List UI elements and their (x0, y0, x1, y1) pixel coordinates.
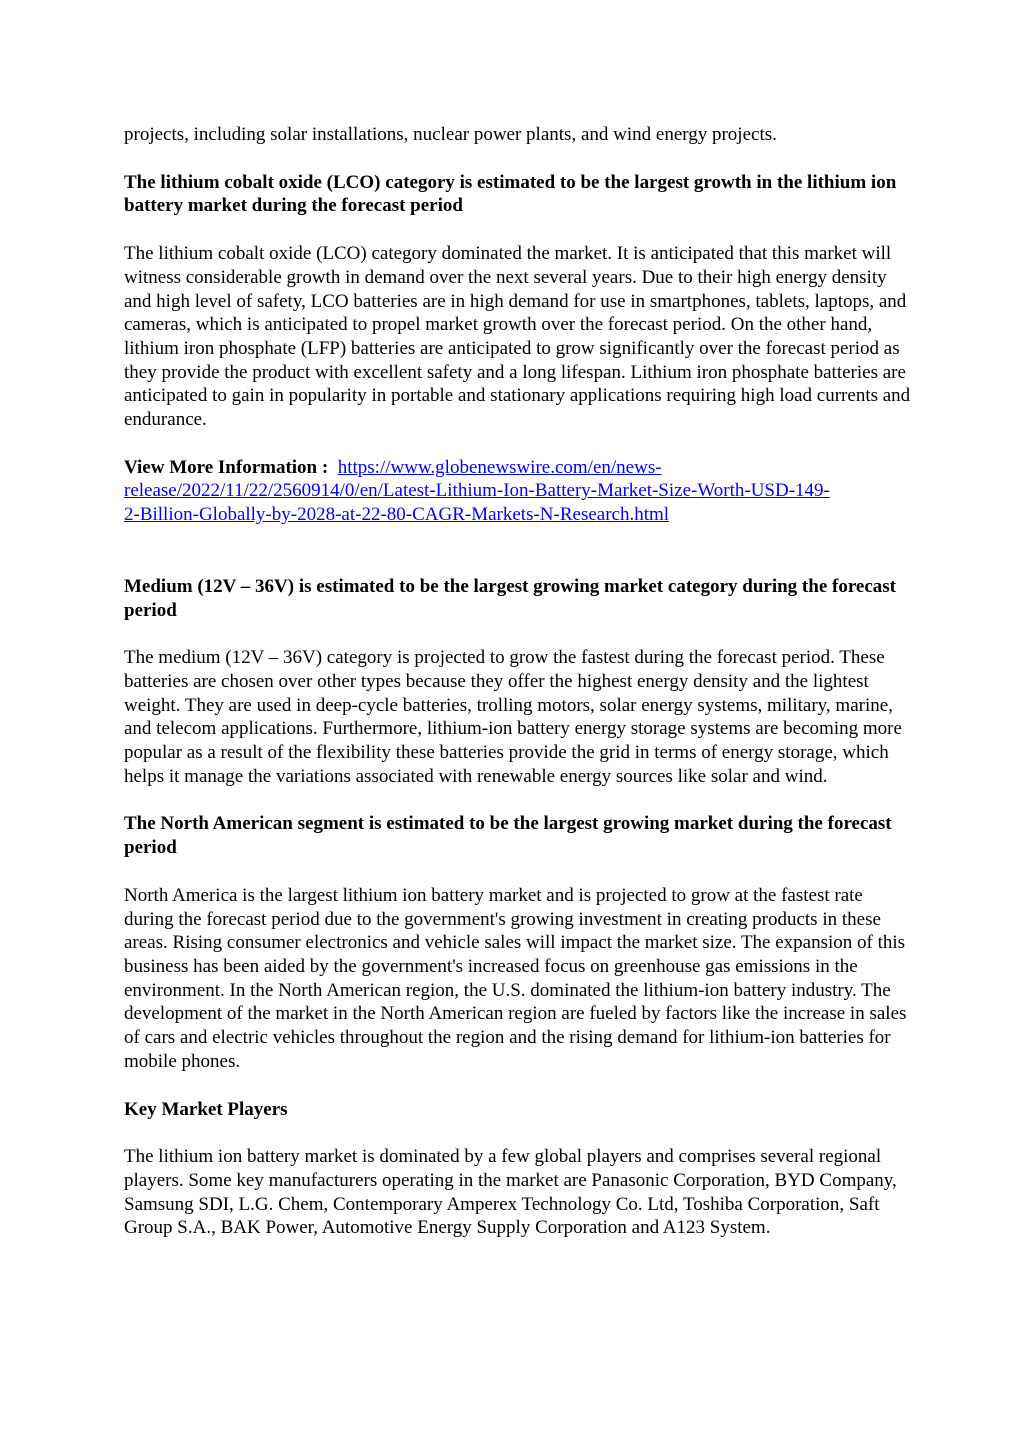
more-info-link-line-1: https://www.globenewswire.com/en/news- (337, 456, 662, 478)
medium-body: The medium (12V – 36V) category is projected to grow the fastest during the forecast period. These batteries are chosen over other types because they offer the highest energy density and the lightest weight. They are used in deep-cycle batteries, trolling motors, solar energy systems, military, marine, and telecom applications. Furthermore, lithium-ion battery energy storage systems are becoming more popular as a result of the flexibility these batteries provide the grid in terms of energy storage, which helps it manage the variations associated with renewable energy sources like solar and wind. (124, 647, 902, 787)
key-players-body: The lithium ion battery market is dominated by a few global players and comprises several regional players. Some key manufacturers operating in the market are Panasonic Corporation, BYD Company, Samsung SDI, L.G. Chem, Contemporary Amperex Technology Co. Ltd, Toshiba Corporation, Saft Group S.A., BAK Power, Automotive Energy Supply Corporation and A123 System. (124, 1146, 897, 1239)
north-america-heading: The North American segment is estimated to be the largest growing market during the forecast period (124, 813, 892, 859)
north-america-body: North America is the largest lithium ion battery market and is projected to grow at the fastest rate during the forecast period due to the government's growing investment in creating products in these areas. Rising consumer electronics and vehicle sales will impact the market size. The expansion of this business has been aided by the government's increased focus on greenhouse gas emissions in the environment. In the North American region, the U.S. dominated the lithium-ion battery industry. The development of the market in the North American region are fueled by factors like the increase in sales of cars and electric vehicles throughout the region and the rising demand for lithium-ion batteries for mobile phones. (124, 884, 907, 1072)
document-page (124, 123, 914, 1264)
lco-body: The lithium cobalt oxide (LCO) category dominated the market. It is anticipated that this market will witness considerable growth in demand over the next several years. Due to their high energy density and high level of safety, LCO batteries are in high demand for use in smartphones, tablets, laptops, and cameras, which is anticipated to propel market growth over the forecast period. On the other hand, lithium iron phosphate (LFP) batteries are anticipated to grow significantly over the forecast period as they provide the product with excellent safety and a long lifespan. Lithium iron phosphate batteries are anticipated to gain in popularity in portable and stationary applications requiring high load currents and endurance. (124, 243, 911, 431)
more-info-label: View More Information : (124, 456, 329, 478)
spacer (124, 551, 914, 575)
key-players-heading: Key Market Players (124, 1098, 288, 1120)
lco-heading: The lithium cobalt oxide (LCO) category is estimated to be the largest growth in the lithium ion battery market during the forecast period (124, 171, 897, 217)
intro-line: projects, including solar installations, nuclear power plants, and wind energy projects. (124, 124, 777, 145)
more-info-paragraph (124, 456, 914, 527)
more-info-link-line-2: release/2022/11/22/2560914/0/en/Latest-Lithium-Ion-Battery-Market-Size-Worth-USD-149- (124, 480, 830, 502)
medium-heading: Medium (12V – 36V) is estimated to be the largest growing market category during the forecast period (124, 575, 897, 621)
more-info-link-line-3: 2-Billion-Globally-by-2028-at-22-80-CAGR-Markets-N-Research.html (124, 504, 670, 526)
